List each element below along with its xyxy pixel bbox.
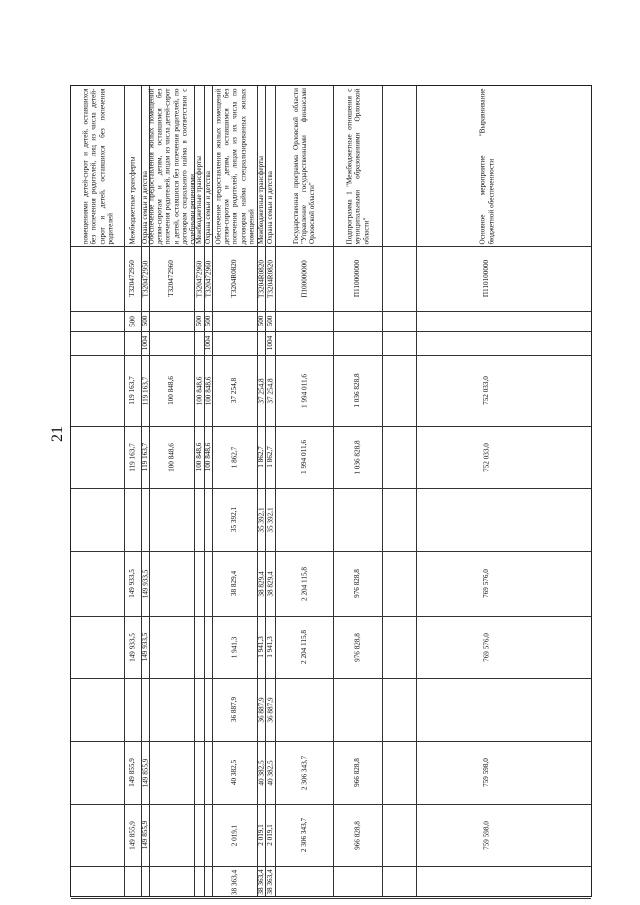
row-description: помещениями детей-сирот и детей, оставшихся без попечения родителей, лиц из числа детей-сирот и детей, оставшихся без попечения родителей bbox=[80, 88, 114, 244]
row-amount: 1 941,3 bbox=[265, 636, 274, 658]
row-amount: 38 829,4 bbox=[265, 570, 274, 597]
row-description: Охрана семьи и детства bbox=[203, 171, 212, 244]
row-amount: 2 019,1 bbox=[230, 824, 239, 846]
row-amount: 1 941,3 bbox=[230, 636, 239, 658]
row-amount: 149 933,5 bbox=[128, 569, 137, 598]
row-amount: 38 829,4 bbox=[256, 570, 265, 597]
row-code: Т320472960 bbox=[203, 260, 212, 297]
row-amount: 2 204 115,8 bbox=[299, 630, 308, 664]
row-amount: 35 392,1 bbox=[256, 506, 265, 533]
row-amount: 119 163,7 bbox=[128, 376, 137, 405]
row-description: Охрана семьи и детства bbox=[265, 171, 274, 244]
row-expense-type: 500 bbox=[140, 315, 149, 327]
row-amount: 38 363,4 bbox=[265, 869, 274, 895]
row-amount: 976 828,8 bbox=[353, 569, 362, 598]
row-amount: 2 204 115,8 bbox=[299, 566, 308, 601]
row-amount: 149 933,5 bbox=[140, 569, 149, 598]
row-amount: 149 855,9 bbox=[140, 820, 149, 850]
row-amount: 40 382,5 bbox=[256, 759, 265, 786]
row-amount: 769 576,0 bbox=[482, 569, 491, 598]
row-code: Т320472950 bbox=[140, 260, 149, 297]
row-amount: 35 392,1 bbox=[265, 506, 274, 533]
row-amount: 100 848,6 bbox=[203, 442, 212, 472]
row-amount: 40 382,5 bbox=[265, 759, 274, 786]
row-amount: 36 887,9 bbox=[230, 696, 239, 723]
row-code: Т3204R0820 bbox=[265, 259, 274, 298]
row-amount: 149 933,5 bbox=[140, 632, 149, 662]
row-amount: 1 036 828,8 bbox=[353, 373, 362, 408]
row-code: П110100000 bbox=[482, 259, 491, 298]
row-amount: 35 392,1 bbox=[230, 506, 239, 533]
row-amount: 149 933,5 bbox=[128, 632, 137, 662]
row-amount: 37 254,8 bbox=[265, 377, 274, 404]
row-amount: 149 855,9 bbox=[128, 820, 137, 850]
row-description: Подпрограмма 1 "Межбюджетные отношения с муниципальными образованиями Орловской области" bbox=[345, 88, 370, 244]
row-expense-type: 500 bbox=[203, 315, 212, 327]
row-description: Обеспечение предоставления жилых помещений детям-сиротам и детям, оставшимся без попечения родителей, лицам из их числа по договорам найма специализированных жилых помещений bbox=[213, 88, 255, 244]
row-code: Т320472960 bbox=[194, 260, 203, 297]
row-amount: 36 887,9 bbox=[256, 696, 265, 723]
row-amount: 38 363,4 bbox=[230, 869, 239, 895]
row-amount: 1 862,7 bbox=[256, 446, 265, 468]
row-description: Межбюджетные трансферты bbox=[128, 156, 137, 244]
row-amount: 37 254,8 bbox=[256, 377, 265, 404]
column-separator bbox=[71, 898, 591, 899]
row-description: Охрана семьи и детства bbox=[140, 171, 149, 244]
row-description: Межбюджетные трансферты bbox=[194, 156, 203, 244]
row-amount: 1 994 011,6 bbox=[299, 440, 308, 474]
page-number: 21 bbox=[49, 426, 66, 442]
row-code: П100000000 bbox=[299, 259, 308, 298]
row-code: П110000000 bbox=[353, 259, 362, 298]
row-description: Государственная программа Орловской области "Управление государственными финансами Орловской области" bbox=[291, 88, 317, 244]
row-expense-type: 500 bbox=[256, 315, 265, 327]
row-amount: 119 163,7 bbox=[128, 442, 137, 472]
row-amount: 100 848,6 bbox=[194, 376, 203, 405]
row-amount: 38 829,4 bbox=[230, 570, 239, 597]
row-amount: 37 254,8 bbox=[230, 377, 239, 404]
row-amount: 2 019,1 bbox=[265, 824, 274, 846]
row-amount: 2 019,1 bbox=[256, 824, 265, 846]
row-amount: 2 306 343,7 bbox=[299, 817, 308, 853]
row-code: Т3204R0820 bbox=[230, 259, 239, 298]
row-amount: 100 848,6 bbox=[203, 376, 212, 405]
row-amount: 966 828,8 bbox=[353, 758, 362, 787]
row-amount: 752 033,0 bbox=[482, 376, 491, 405]
row-code: Т3204R0820 bbox=[256, 259, 265, 298]
row-amount: 1 036 828,8 bbox=[353, 439, 362, 475]
row-description: Обеспечение предоставления жилых помещений детям-сиротам и детям, оставшимся без попечения родителей, лицам из числа детей-сирот и детей, оставшихся без попечения родителей, по договорам социального найма в соответствии с судебными решениями bbox=[146, 88, 197, 244]
row-amount: 759 598,0 bbox=[482, 758, 491, 787]
row-amount: 149 855,9 bbox=[128, 758, 137, 787]
row-amount: 100 848,6 bbox=[167, 376, 176, 405]
row-amount: 1 941,3 bbox=[256, 636, 265, 658]
row-amount: 119 163,7 bbox=[140, 376, 149, 405]
row-amount: 1 862,7 bbox=[265, 446, 274, 468]
row-amount: 100 848,6 bbox=[194, 442, 203, 472]
row-amount: 759 598,0 bbox=[482, 820, 491, 850]
row-amount: 1 994 011,6 bbox=[299, 373, 308, 408]
row-section: 1004 bbox=[265, 335, 274, 351]
row-description: Межбюджетные трансферты bbox=[256, 156, 265, 244]
budget-table bbox=[70, 85, 592, 897]
row-section: 1004 bbox=[140, 335, 149, 351]
row-code: Т320472950 bbox=[128, 260, 137, 297]
row-section: 1004 bbox=[203, 335, 212, 351]
row-expense-type: 500 bbox=[128, 315, 137, 327]
row-amount: 100 848,6 bbox=[167, 442, 176, 472]
row-amount: 149 855,9 bbox=[140, 758, 149, 787]
row-amount: 119 163,7 bbox=[140, 442, 149, 472]
row-amount: 769 576,0 bbox=[482, 632, 491, 662]
row-amount: 1 862,7 bbox=[230, 446, 239, 468]
row-expense-type: 500 bbox=[194, 315, 203, 327]
row-code: Т320472960 bbox=[167, 260, 176, 297]
row-amount: 38 363,4 bbox=[256, 869, 265, 895]
row-amount: 976 828,8 bbox=[353, 632, 362, 662]
row-amount: 752 033,0 bbox=[482, 442, 491, 472]
row-description: Основное мероприятие "Выравнивание бюджетной обеспеченности bbox=[478, 88, 495, 244]
row-amount: 2 306 343,7 bbox=[299, 755, 308, 790]
row-amount: 40 382,5 bbox=[230, 759, 239, 786]
row-amount: 36 887,9 bbox=[265, 696, 274, 723]
row-expense-type: 500 bbox=[265, 315, 274, 327]
row-amount: 966 828,8 bbox=[353, 820, 362, 850]
